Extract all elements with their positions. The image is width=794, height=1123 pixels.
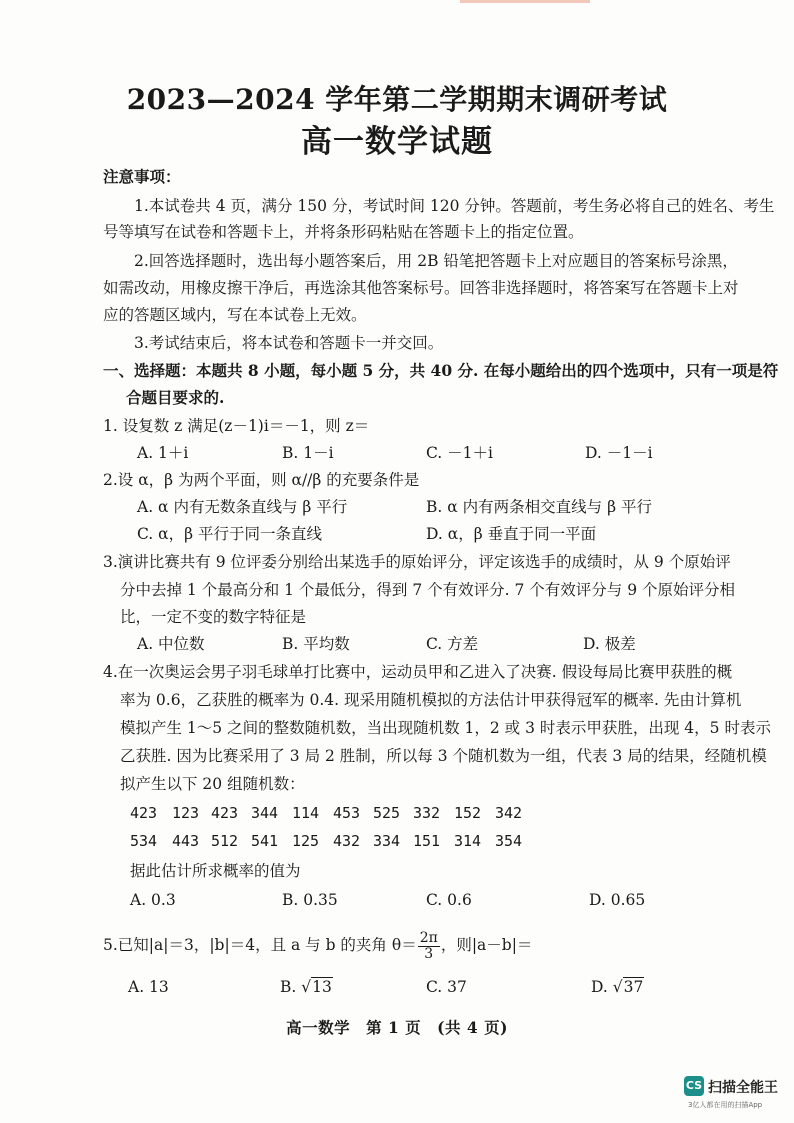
exam-subtitle: 高一数学试题 <box>301 124 493 160</box>
q5-stem <box>103 928 532 962</box>
q3-option-c: C. 方差 <box>426 635 479 653</box>
sqrt-sign: B. √ <box>280 978 312 996</box>
q2-stem: 2.设 α，β 为两个平面，则 α//β 的充要条件是 <box>103 471 420 489</box>
camscanner-logo-icon: CS <box>684 1076 704 1096</box>
random-number: 152 <box>454 804 482 822</box>
q3-stem-line1: 3.演讲比赛共有 9 位评委分别给出某选手的原始评分，评定该选手的成绩时，从 9 个原始评 <box>103 553 731 571</box>
random-number: 525 <box>373 804 401 822</box>
q1-option-c: C. －1＋i <box>426 444 493 462</box>
random-number: 512 <box>211 832 239 850</box>
q1-option-a: A. 1＋i <box>137 444 189 462</box>
sqrt-radicand: 13 <box>312 978 332 996</box>
q5-option-d <box>591 977 644 997</box>
q3-stem-line3: 比，一定不变的数字特征是 <box>120 608 307 626</box>
q1-option-b: B. 1－i <box>282 444 334 462</box>
q4-option-b: B. 0.35 <box>282 891 338 909</box>
notice-heading: 注意事项： <box>103 167 181 186</box>
random-number: 423 <box>130 804 158 822</box>
fraction-denominator: 3 <box>424 945 434 962</box>
notice-item2-line2: 如需改动，用橡皮擦干净后，再选涂其他答案标号。回答非选择题时，将答案写在答题卡上对 <box>103 279 739 297</box>
q3-option-d: D. 极差 <box>583 635 636 653</box>
q5-stem-part2: ，则|a－b|＝ <box>440 936 533 954</box>
random-number: 432 <box>333 832 361 850</box>
random-number: 334 <box>373 832 401 850</box>
random-number: 314 <box>454 832 482 850</box>
angle-fraction <box>418 931 440 962</box>
q4-option-a: A. 0.3 <box>130 891 176 909</box>
section1-heading-line2: 合题目要求的. <box>126 388 225 407</box>
q1-option-d: D. －1－i <box>585 444 653 462</box>
random-number: 332 <box>413 804 441 822</box>
page-footer: 高一数学 第 1 页 (共 4 页) <box>286 1018 508 1037</box>
q4-conclusion: 据此估计所求概率的值为 <box>130 862 301 880</box>
camscanner-tagline: 3亿人都在用的扫描App <box>688 1101 763 1109</box>
q4-option-c: C. 0.6 <box>426 891 472 909</box>
random-number: 534 <box>130 832 158 850</box>
q4-stem-line2: 率为 0.6，乙获胜的概率为 0.4. 现采用随机模拟的方法估计甲获得冠军的概率. 先由计算机 <box>120 691 742 709</box>
random-number: 125 <box>292 832 320 850</box>
random-number: 443 <box>172 832 200 850</box>
random-number: 541 <box>251 832 279 850</box>
q3-option-a: A. 中位数 <box>137 635 205 653</box>
q3-stem-line2: 分中去掉 1 个最高分和 1 个最低分，得到 7 个有效评分. 7 个有效评分与 9 个原始评分相 <box>120 581 736 599</box>
q4-stem-line4: 乙获胜. 因为比赛采用了 3 局 2 胜制，所以每 3 个随机数为一组，代表 3 局的结果，经随机模 <box>120 747 767 765</box>
q2-option-b: B. α 内有两条相交直线与 β 平行 <box>426 498 652 516</box>
random-number: 453 <box>333 804 361 822</box>
notice-item1-line1: 1.本试卷共 4 页，满分 150 分，考试时间 120 分钟。答题前，考生务必将自己的姓名、考生 <box>134 197 775 215</box>
scan-edge-strip <box>460 0 590 3</box>
q5-option-c: C. 37 <box>426 978 467 996</box>
random-number: 151 <box>413 832 441 850</box>
q5-option-b <box>280 977 333 997</box>
exam-title: 2023—2024 学年第二学期期末调研考试 <box>126 83 668 116</box>
q2-option-d: D. α，β 垂直于同一平面 <box>426 525 597 543</box>
notice-item1-line2: 号等填写在试卷和答题卡上，并将条形码粘贴在答题卡上的指定位置。 <box>103 223 584 241</box>
q4-stem-line5: 拟产生以下 20 组随机数： <box>120 775 305 793</box>
q4-stem-line3: 模拟产生 1～5 之间的整数随机数，当出现随机数 1，2 或 3 时表示甲获胜，出现 4，5 时表示 <box>120 719 771 737</box>
sqrt-radicand: 37 <box>623 978 644 996</box>
section1-heading-line1: 一、选择题：本题共 8 小题，每小题 5 分，共 40 分. 在每小题给出的四个选项中，只有一项是符 <box>103 361 779 380</box>
random-number: 354 <box>495 832 523 850</box>
q4-option-d: D. 0.65 <box>589 891 646 909</box>
random-number: 342 <box>495 804 523 822</box>
sqrt-sign: D. √ <box>591 978 623 996</box>
q5-option-a: A. 13 <box>128 978 169 996</box>
notice-item2-line1: 2.回答选择题时，选出每小题答案后，用 2B 铅笔把答题卡上对应题目的答案标号涂黑， <box>134 252 738 270</box>
random-number: 123 <box>172 804 200 822</box>
random-number: 423 <box>211 804 239 822</box>
q1-stem: 1. 设复数 z 满足(z－1)i＝－1，则 z＝ <box>103 417 370 435</box>
q2-option-a: A. α 内有无数条直线与 β 平行 <box>137 498 348 516</box>
notice-item3: 3.考试结束后，将本试卷和答题卡一并交回。 <box>134 334 444 352</box>
q4-stem-line1: 4.在一次奥运会男子羽毛球单打比赛中，运动员甲和乙进入了决赛. 假设每局比赛甲获胜的概 <box>103 663 733 681</box>
q5-stem-part1: 5.已知|a|＝3，|b|＝4，且 a 与 b 的夹角 θ＝ <box>103 936 417 954</box>
notice-item2-line3: 应的答题区域内，写在本试卷上无效。 <box>103 306 367 324</box>
q3-option-b: B. 平均数 <box>282 635 350 653</box>
fraction-numerator: 2π <box>419 929 438 946</box>
q2-option-c: C. α，β 平行于同一条直线 <box>137 525 323 543</box>
camscanner-name: 扫描全能王 <box>708 1080 778 1096</box>
random-number: 114 <box>292 804 320 822</box>
random-number: 344 <box>251 804 279 822</box>
